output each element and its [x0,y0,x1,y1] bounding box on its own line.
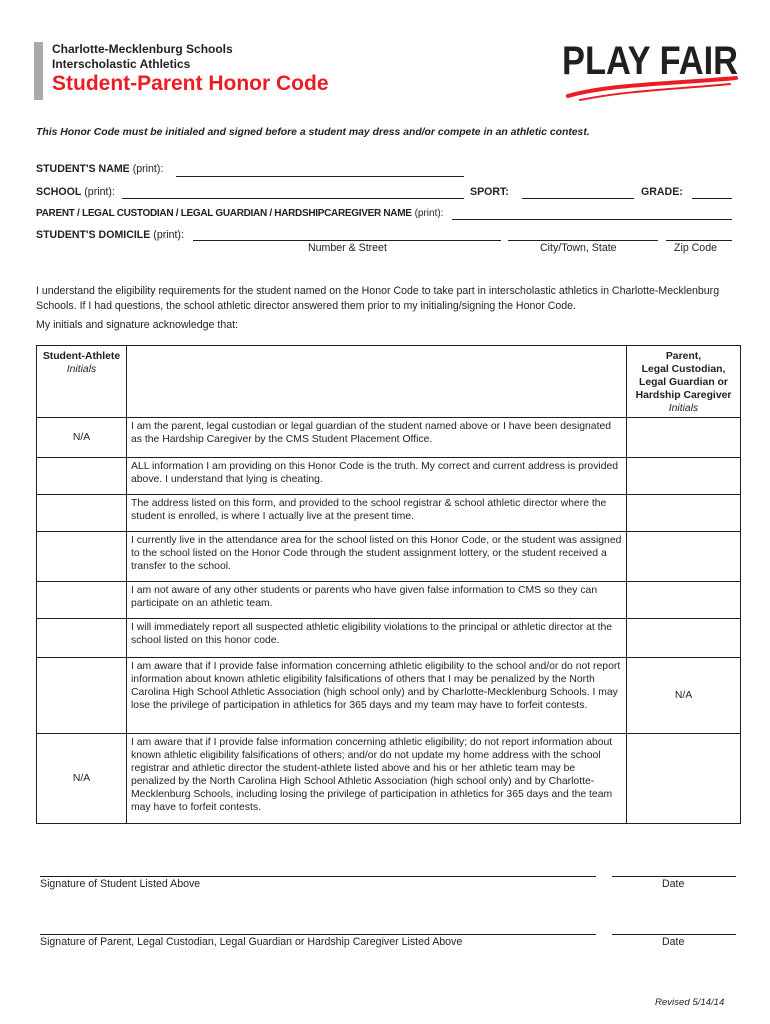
play-fair-logo [560,34,742,102]
student-name-field[interactable] [176,176,464,177]
school-label: SCHOOL (print): [36,186,115,198]
eligibility-statement: I understand the eligibility requirements for the student named on the Honor Code to take part in interscholastic athletics in Charlotte-Mecklenburg Schools. If I had questions, the school athletic director answered them prior to my initialing/signing the Honor Code. [36,285,720,312]
parent-date-caption: Date [662,936,685,948]
table-header-row [37,346,741,418]
parent-initials-cell[interactable] [627,582,741,619]
street-field[interactable] [193,240,501,241]
logo-swoosh-thin [580,84,730,100]
student-date-line[interactable] [612,876,736,877]
acknowledge-text: My initials and signature acknowledge that: [36,319,238,331]
student-signature-caption: Signature of Student Listed Above [40,878,201,890]
revision-date: Revised 5/14/14 [655,997,725,1008]
parent-initials-cell[interactable] [627,619,741,658]
parent-name-field[interactable] [452,219,732,220]
student-initials-cell[interactable] [37,495,127,532]
parent-initials-cell[interactable] [627,418,741,458]
table-row [37,532,741,582]
parent-initials-cell: N/A [627,658,741,734]
student-initials-cell[interactable] [37,532,127,582]
parent-name-label: PARENT / LEGAL CUSTODIAN / LEGAL GUARDIAN / HARDSHIPCAREGIVER NAME (print): [36,208,444,219]
honor-code-table [36,345,741,824]
sport-field[interactable] [522,198,634,199]
city-state-field[interactable] [508,240,658,241]
parent-initials-cell[interactable] [627,734,741,824]
parent-date-line[interactable] [612,934,736,935]
grade-label: GRADE: [641,186,683,198]
table-row [37,658,741,734]
parent-initials-cell[interactable] [627,532,741,582]
header-accent-bar [34,42,43,100]
student-initials-header: Student-Athlete Initials [37,346,127,418]
table-row [37,495,741,532]
student-name-label: STUDENT'S NAME (print): [36,163,164,175]
statement-text: I am aware that if I provide false information concerning athletic eligibility to the school and/or do not report information about known athletic eligibility falsifications of others that I may be penalized by the North Carolina High School Athletic Association (high school only) and by Charlotte-Mecklenburg Schools. I may lose the privilege of participation in athletics for 365 days and my team may have to forfeit contests. [127,658,627,734]
student-initials-cell[interactable] [37,582,127,619]
student-initials-cell: N/A [37,734,127,824]
domicile-label: STUDENT'S DOMICILE (print): [36,229,184,241]
grade-field[interactable] [692,198,732,199]
page-title: Student-Parent Honor Code [52,72,329,95]
statement-text: I will immediately report all suspected athletic eligibility violations to the principal or athletic director at the school listed on this honor code. [127,619,627,658]
parent-initials-header: Parent, Legal Custodian, Legal Guardian or Hardship Caregiver Initials [627,346,741,418]
zip-field[interactable] [666,240,732,241]
statement-header-cell [127,346,627,418]
student-signature-line[interactable] [40,876,596,877]
table-row [37,734,741,824]
number-street-caption: Number & Street [308,242,387,254]
parent-signature-line[interactable] [40,934,596,935]
intro-text: This Honor Code must be initialed and signed before a student may dress and/or compete in an athletic contest. [36,127,590,138]
student-initials-cell[interactable] [37,458,127,495]
statement-text: I am the parent, legal custodian or legal guardian of the student named above or I have been designated as the Hardship Caregiver by the CMS Student Placement Office. [127,418,627,458]
sport-label: SPORT: [470,186,509,198]
table-row [37,619,741,658]
statement-text: I am aware that if I provide false information concerning athletic eligibility; do not report information about known athletic eligibility falsifications of others; and/or do not update my home address with the school registrar and athletic director the student-athlete listed above and his or her athletic team may be penalized by the North Carolina High School Athletic Association (high school only) and by Charlotte-Mecklenburg Schools, including losing the privilege of participation in athletics for 365 days and the team may have to forfeit contests. [127,734,627,824]
table-row [37,582,741,619]
parent-initials-cell[interactable] [627,458,741,495]
logo-text: PLAY FAIR [562,39,739,83]
statement-text: The address listed on this form, and provided to the school registrar & school athletic director where the student is enrolled, is where I actually live at the present time. [127,495,627,532]
zip-code-caption: Zip Code [674,242,717,254]
student-initials-cell[interactable] [37,619,127,658]
city-state-caption: City/Town, State [540,242,617,254]
parent-initials-cell[interactable] [627,495,741,532]
statement-text: I currently live in the attendance area for the school listed on this Honor Code, or the student was assigned to the school listed on the Honor Code through the student assignment lottery, or the student received a transfer to the school. [127,532,627,582]
table-row [37,458,741,495]
parent-signature-caption: Signature of Parent, Legal Custodian, Legal Guardian or Hardship Caregiver Listed Above [40,936,463,948]
student-initials-cell[interactable] [37,658,127,734]
organization-name: Charlotte-Mecklenburg Schools [52,42,233,56]
statement-text: ALL information I am providing on this Honor Code is the truth. My correct and current address is provided above. I understand that lying is cheating. [127,458,627,495]
school-field[interactable] [122,198,464,199]
student-date-caption: Date [662,878,685,890]
table-row [37,418,741,458]
statement-text: I am not aware of any other students or parents who have given false information to CMS so they can participate on an athletic team. [127,582,627,619]
student-initials-cell: N/A [37,418,127,458]
department-name: Interscholastic Athletics [52,57,191,71]
